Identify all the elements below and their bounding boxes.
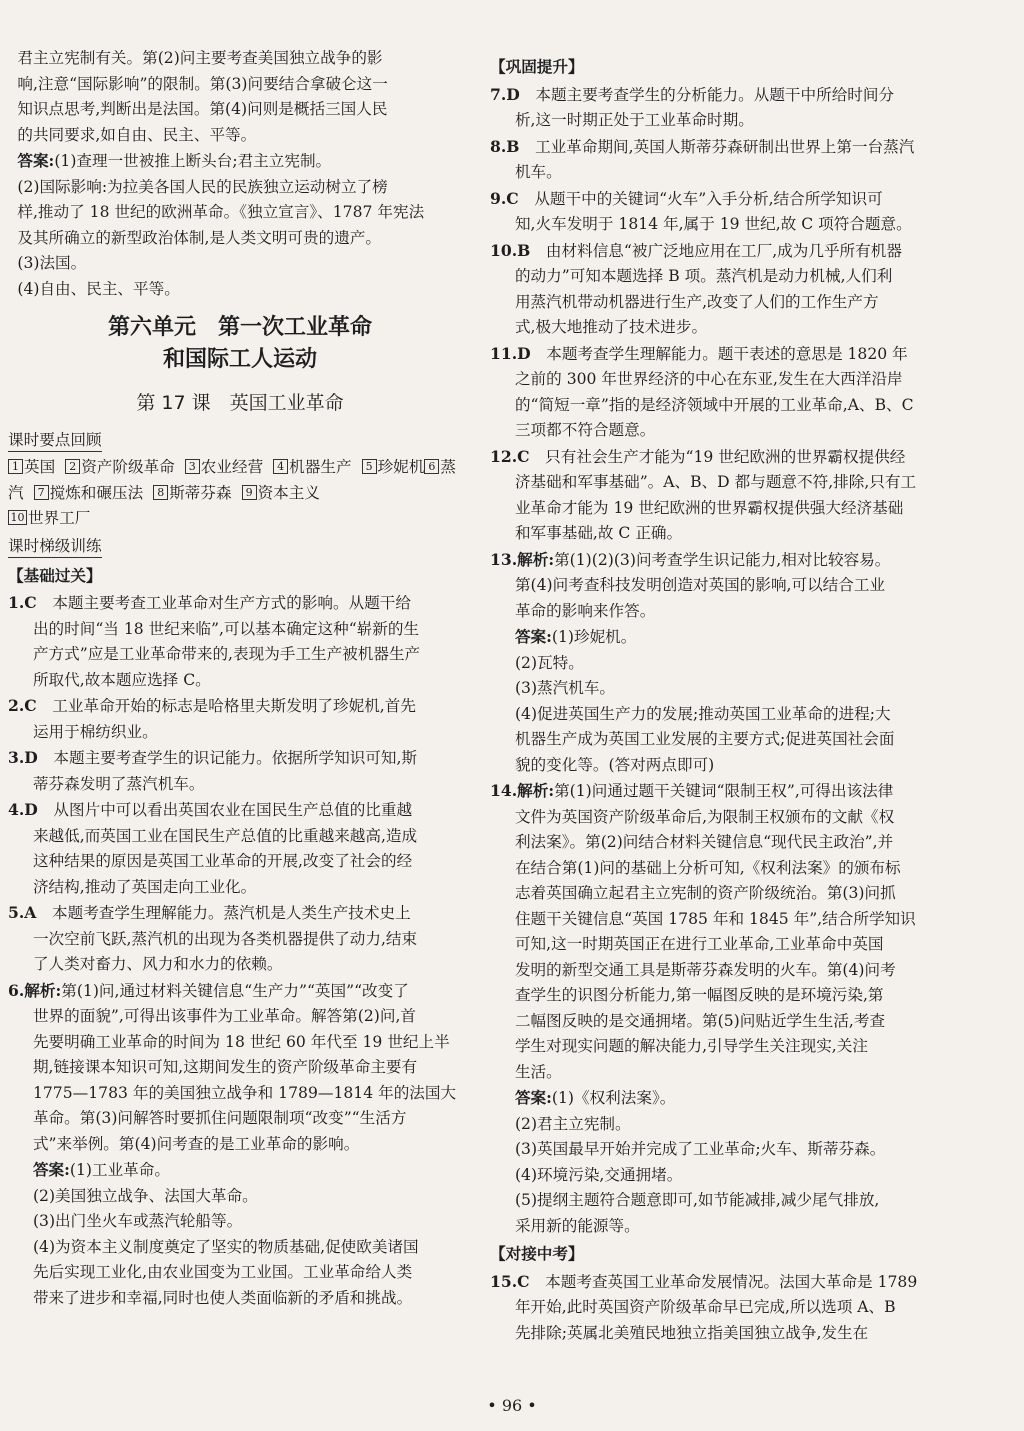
text-line: 第(4)问考查科技发明创造对英国的影响,可以结合工业 bbox=[514, 576, 886, 594]
answer-label: 答案: bbox=[514, 627, 552, 646]
question-14: 14.解析:第(1)问通过题干关键词“限制王权”,可得出该法律 文件为英国资产阶级革命后,为限制王权颁布的文献《权 利法案》。第(2)问结合材料关键信息“现代民主政治”,并 在结合第(1)问的基础上分析可知,《权利法案》的颁布标 志着英国确立起君主立宪制的资产阶级统治。第(3)问抓 住题干关键信息“英国 1785 年和 1845 年”,结合所学知识 可知,这一时期英国正在进行工业革命,工业革命中英国 发明的新型交通工具是斯蒂芬森发明的火车。第(4)问考 查学生的识图分析能力,第一幅图反映的是环境污染,第 二幅图反映的是交通拥堵。第(5)问贴近学生生活,考查 学生对现实问题的解决能力,引导学生关注现实,关注 生活。 答案:(1)《权利法案》。 (2)君主立宪制。 (3)英国最早开始并完成了工业革命;火车、斯蒂芬森。 (4)环境污染,交通拥堵。 (5)提纲主题符合题意即可,如节能减排,减少尾气排放, 采用新的能源等。 bbox=[490, 778, 960, 1239]
answer-line: 机器生产成为英国工业发展的主要方式;促进英国社会面 bbox=[514, 730, 895, 748]
answer-line: 答案:(1)查理一世被推上断头台;君主立宪制。 bbox=[17, 151, 332, 170]
question-number: 13.解析: bbox=[490, 549, 555, 569]
number-box: 10 bbox=[8, 510, 27, 525]
text-line: 三项都不符合题意。 bbox=[514, 421, 656, 439]
key-point: 3 农业经营 bbox=[185, 458, 263, 476]
text-line: 响,注意“国际影响”的限制。第(3)问要结合拿破仑这一 bbox=[17, 74, 388, 93]
text-line: 的动力”可知本题选择 B 项。蒸汽机是动力机械,人们利 bbox=[514, 267, 893, 285]
text-line: 利法案》。第(2)问结合材料关键信息“现代民主政治”,并 bbox=[514, 833, 894, 851]
text-line: 革命。第(3)问解答时要抓住问题限制项“改变”“生活方 bbox=[32, 1109, 407, 1127]
question-number: 8.B bbox=[490, 136, 520, 156]
question-3: 3.D 本题主要考查学生的识记能力。依据所学知识可知,斯 蒂芬森发明了蒸汽机车。 bbox=[8, 745, 472, 797]
unit-subtitle: 和国际工人运动 bbox=[162, 347, 317, 372]
text-line: 了人类对畜力、风力和水力的依赖。 bbox=[32, 955, 283, 973]
question-11: 11.D 本题考查学生理解能力。题干表述的意思是 1820 年 之前的 300 年世界经济的中心在东亚,发生在大西洋沿岸 的“简短一章”指的是经济领域中开展的工业革命,A、B、C 三项都不符合题意。 bbox=[490, 341, 960, 444]
number-box: 7 bbox=[34, 485, 49, 500]
key-point: 4 机器生产 bbox=[273, 458, 351, 476]
key-point: 9 资本主义 bbox=[242, 484, 320, 502]
text-line: 生活。 bbox=[514, 1062, 562, 1081]
question-number: 9.C bbox=[490, 188, 519, 208]
question-10: 10.B 由材料信息“被广泛地应用在工厂,成为几乎所有机器 的动力”可知本题选择 B 项。蒸汽机是动力机械,人们利 用蒸汽机带动机器进行生产,改变了人们的工作生产方 式,极大地推动了技术进步。 bbox=[490, 238, 960, 341]
section-heading-review: 课时要点回顾 bbox=[8, 429, 102, 452]
answer-line: (2)美国独立战争、法国大革命。 bbox=[32, 1186, 258, 1205]
text-line: 用蒸汽机带动机器进行生产,改变了人们的工作生产方 bbox=[514, 292, 879, 311]
text-line: 住题干关键信息“英国 1785 年和 1845 年”,结合所学知识 bbox=[514, 909, 916, 928]
answer-label: 答案: bbox=[17, 151, 55, 170]
answer-line: (2)君主立宪制。 bbox=[514, 1114, 631, 1133]
text-line: 济基础和军事基础”。A、B、D 都与题意不符,排除,只有工 bbox=[514, 473, 917, 491]
number-box: 5 bbox=[362, 459, 377, 474]
answer-line: (5)提纲主题符合题意即可,如节能减排,减少尾气排放, bbox=[514, 1191, 880, 1209]
text-line: 之前的 300 年世界经济的中心在东亚,发生在大西洋沿岸 bbox=[514, 370, 903, 388]
question-13: 13.解析:第(1)(2)(3)问考查学生识记能力,相对比较容易。 第(4)问考查科技发明创造对英国的影响,可以结合工业 革命的影响来作答。 答案:(1)珍妮机。 (2)瓦特。 (3)蒸汽机车。 (4)促进英国生产力的发展;推动英国工业革命的进程;大 机器生产成为英国工业发展的主要方式;促进英国社会面 貌的变化等。(答对两点即可) bbox=[490, 547, 960, 779]
page-number: • 96 • bbox=[487, 1396, 537, 1415]
key-point: 1 英国 bbox=[8, 458, 55, 476]
answer-label: 答案: bbox=[32, 1160, 70, 1179]
question-number: 12.C bbox=[490, 446, 530, 466]
answer-line: (4)为资本主义制度奠定了坚实的物质基础,促使欧美诸国 bbox=[32, 1237, 419, 1256]
key-point: 2 资产阶级革命 bbox=[65, 458, 175, 476]
text-line: 1775—1783 年的美国独立战争和 1789—1814 年的法国大 bbox=[32, 1083, 457, 1102]
text-line: 知,火车发明于 1814 年,属于 19 世纪,故 C 项符合题意。 bbox=[514, 215, 912, 233]
intro-answer bbox=[8, 148, 472, 302]
text-line: 发明的新型交通工具是斯蒂芬森发明的火车。第(4)问考 bbox=[514, 960, 896, 979]
text-line: 查学生的识图分析能力,第一幅图反映的是环境污染,第 bbox=[514, 986, 884, 1004]
text-line: 所取代,故本题应选择 C。 bbox=[32, 670, 211, 689]
text-line: 革命的影响来作答。 bbox=[514, 601, 656, 620]
question-6: 6.解析:第(1)问,通过材料关键信息“生产力”“英国”“改变了 世界的面貌”,可得出该事件为工业革命。解答第(2)问,首 先要明确工业革命的时间为 18 世纪 60 年代至 19 世纪上半 期,链接课本知识可知,这期间发生的资产阶级革命主要有 1775—1783 年的美国独立战争和 1789—1814 年的法国大 革命。第(3)问解答时要抓住问题限制项“改变”“生活方 式”来举例。第(4)问考查的是工业革命的影响。 答案:(1)工业革命。 (2)美国独立战争、法国大革命。 (3)出门坐火车或蒸汽轮船等。 (4)为资本主义制度奠定了坚实的物质基础,促使欧美诸国 先后实现工业化,由农业国变为工业国。工业革命给人类 带来了进步和幸福,同时也使人类面临新的矛盾和挑战。 bbox=[8, 978, 472, 1312]
question-8: 8.B 工业革命期间,英国人斯蒂芬森研制出世界上第一台蒸汽 机车。 bbox=[490, 134, 960, 186]
text-line: 济结构,推动了英国走向工业化。 bbox=[32, 877, 257, 896]
key-point: 7 搅炼和碾压法 bbox=[34, 484, 144, 502]
answer-label: 答案: bbox=[514, 1088, 552, 1107]
text-line: 学生对现实问题的解决能力,引导学生关注现实,关注 bbox=[514, 1037, 868, 1055]
text-line: 出的时间“当 18 世纪来临”,可以基本确定这种“崭新的生 bbox=[32, 619, 420, 638]
text-line: 的共同要求,如自由、民主、平等。 bbox=[17, 125, 257, 144]
text-line: 知识点思考,判断出是法国。第(4)问则是概括三国人民 bbox=[17, 100, 388, 118]
answer-line: (3)法国。 bbox=[17, 254, 87, 272]
number-box: 6 bbox=[424, 459, 439, 474]
answer-line: 带来了进步和幸福,同时也使人类面临新的矛盾和挑战。 bbox=[32, 1288, 413, 1307]
text-line: 一次空前飞跃,蒸汽机的出现为各类机器提供了动力,结束 bbox=[32, 929, 418, 948]
answer-line: (2)瓦特。 bbox=[514, 653, 584, 672]
text-line: 来越低,而英国工业在国民生产总值的比重越来越高,造成 bbox=[32, 826, 418, 845]
question-12: 12.C 只有社会生产才能为“19 世纪欧洲的世界霸权提供经 济基础和军事基础”。A、B、D 都与题意不符,排除,只有工 业革命才能为 19 世纪欧洲的世界霸权提供强大经济基础 和军事基础,故 C 正确。 bbox=[490, 444, 960, 547]
key-point: 8 斯蒂芬森 bbox=[153, 484, 231, 502]
text-line: 年开始,此时英国资产阶级革命早已完成,所以选项 A、B bbox=[514, 1298, 896, 1316]
key-point: 6 蒸汽 bbox=[8, 458, 456, 502]
question-number: 14.解析: bbox=[490, 781, 555, 800]
left-column bbox=[8, 46, 472, 1311]
question-number: 11.D bbox=[490, 343, 531, 363]
key-point: 10 世界工厂 bbox=[8, 509, 90, 527]
text-line: 产方式”应是工业革命带来的,表现为手工生产被机器生产 bbox=[32, 645, 421, 663]
unit-title: 第六单元 第一次工业革命 bbox=[107, 315, 372, 340]
text-line: 式,极大地推动了技术进步。 bbox=[514, 318, 708, 336]
text-line: 可知,这一时期英国正在进行工业革命,工业革命中英国 bbox=[514, 935, 884, 953]
answer-line: 先后实现工业化,由农业国变为工业国。工业革命给人类 bbox=[32, 1263, 413, 1281]
question-number: 10.B bbox=[490, 240, 531, 260]
answer-line: (4)促进英国生产力的发展;推动英国工业革命的进程;大 bbox=[514, 704, 891, 723]
number-box: 2 bbox=[65, 459, 80, 474]
answer-line: (4)环境污染,交通拥堵。 bbox=[514, 1165, 683, 1184]
answer-line: (4)自由、民主、平等。 bbox=[17, 279, 180, 298]
text-line: 二幅图反映的是交通拥堵。第(5)问贴近学生生活,考查 bbox=[514, 1011, 886, 1030]
section-heading-training: 课时梯级训练 bbox=[8, 535, 102, 558]
answer-line: (3)英国最早开始并完成了工业革命;火车、斯蒂芬森。 bbox=[514, 1140, 886, 1158]
answer-line: 样,推动了 18 世纪的欧洲革命。《独立宣言》、1787 年宪法 bbox=[17, 203, 425, 221]
text-line: 析,这一时期正处于工业革命时期。 bbox=[514, 111, 754, 129]
text-line: 志着英国确立起君主立宪制的资产阶级统治。第(3)问抓 bbox=[514, 884, 896, 902]
number-box: 9 bbox=[242, 485, 257, 500]
section-heading-consolidate: 【巩固提升】 bbox=[490, 57, 584, 76]
question-5: 5.A 本题考查学生理解能力。蒸汽机是人类生产技术史上 一次空前飞跃,蒸汽机的出现为各类机器提供了动力,结束 了人类对畜力、风力和水力的依赖。 bbox=[8, 900, 472, 978]
answer-line: (3)蒸汽机车。 bbox=[514, 679, 616, 697]
question-number: 7.D bbox=[490, 84, 520, 104]
question-number: 15.C bbox=[490, 1271, 530, 1291]
text-line: 在结合第(1)问的基础上分析可知,《权利法案》的颁布标 bbox=[514, 858, 901, 877]
intro-explanation bbox=[8, 46, 472, 148]
question-number: 2.C bbox=[8, 696, 37, 715]
question-number: 5.A bbox=[8, 903, 37, 922]
text-line: 式”来举例。第(4)问考查的是工业革命的影响。 bbox=[32, 1134, 360, 1153]
question-2: 2.C 工业革命开始的标志是哈格里夫斯发明了珍妮机,首先 运用于棉纺织业。 bbox=[8, 693, 472, 745]
text-line: 君主立宪制有关。第(2)问主要考查美国独立战争的影 bbox=[17, 49, 383, 67]
number-box: 1 bbox=[8, 459, 23, 474]
text-line: 和军事基础,故 C 正确。 bbox=[514, 524, 683, 542]
question-15: 15.C 本题考查英国工业革命发展情况。法国大革命是 1789 年开始,此时英国资产阶级革命早已完成,所以选项 A、B 先排除;英属北美殖民地独立指美国独立战争,发生在 bbox=[490, 1269, 960, 1347]
section-heading-basic: 【基础过关】 bbox=[8, 565, 102, 585]
number-box: 4 bbox=[273, 459, 288, 474]
question-9: 9.C 从题干中的关键词“火车”入手分析,结合所学知识可 知,火车发明于 1814 年,属于 19 世纪,故 C 项符合题意。 bbox=[490, 186, 960, 238]
key-points bbox=[8, 455, 472, 532]
question-4: 4.D 从图片中可以看出英国农业在国民生产总值的比重越 来越低,而英国工业在国民生产总值的比重越来越高,造成 这种结果的原因是英国工业革命的开展,改变了社会的经 济结构,推动了英国走向工业化。 bbox=[8, 797, 472, 900]
number-box: 8 bbox=[153, 485, 168, 500]
text-line: 先要明确工业革命的时间为 18 世纪 60 年代至 19 世纪上半 bbox=[32, 1032, 450, 1051]
text-line: 这种结果的原因是英国工业革命的开展,改变了社会的经 bbox=[32, 852, 413, 870]
answer-line: 答案:(1)珍妮机。 bbox=[514, 627, 637, 646]
question-1: 1.C 本题主要考查工业革命对生产方式的影响。从题干给 出的时间“当 18 世纪来临”,可以基本确定这种“崭新的生 产方式”应是工业革命带来的,表现为手工生产被机器生产 所取代,故本题应选择 C。 bbox=[8, 590, 472, 693]
section-heading-exam: 【对接中考】 bbox=[490, 1244, 584, 1263]
answer-line: (3)出门坐火车或蒸汽轮船等。 bbox=[32, 1212, 243, 1230]
question-number: 3.D bbox=[8, 748, 38, 767]
text-line: 文件为英国资产阶级革命后,为限制王权颁布的文献《权 bbox=[514, 807, 895, 826]
question-number: 6.解析: bbox=[8, 980, 62, 1000]
number-box: 3 bbox=[185, 459, 200, 474]
answer-line: 采用新的能源等。 bbox=[514, 1216, 640, 1235]
answer-line: (2)国际影响:为拉美各国人民的民族独立运动树立了榜 bbox=[17, 177, 388, 196]
text-line: 机车。 bbox=[514, 163, 562, 181]
key-point: 5 珍妮机 bbox=[362, 458, 425, 476]
text-line: 业革命才能为 19 世纪欧洲的世界霸权提供强大经济基础 bbox=[514, 498, 904, 517]
answer-line: 貌的变化等。(答对两点即可) bbox=[514, 755, 715, 774]
text-line: 的“简短一章”指的是经济领域中开展的工业革命,A、B、C bbox=[514, 395, 914, 414]
lesson-title: 第 17 课 英国工业革命 bbox=[136, 392, 344, 414]
right-column bbox=[490, 52, 960, 1346]
text-line: 世界的面貌”,可得出该事件为工业革命。解答第(2)问,首 bbox=[32, 1007, 416, 1025]
text-line: 蒂芬森发明了蒸汽机车。 bbox=[32, 774, 205, 793]
text-line: 运用于棉纺织业。 bbox=[32, 722, 158, 741]
text-line: 期,链接课本知识可知,这期间发生的资产阶级革命主要有 bbox=[32, 1058, 418, 1076]
text-line: 先排除;英属北美殖民地独立指美国独立战争,发生在 bbox=[514, 1323, 869, 1342]
answer-line: 及其所确立的新型政治体制,是人类文明可贵的遗产。 bbox=[17, 228, 381, 247]
answer-line: 答案:(1)工业革命。 bbox=[32, 1160, 170, 1179]
question-7: 7.D 本题主要考查学生的分析能力。从题干中所给时间分 析,这一时期正处于工业革命时期。 bbox=[490, 82, 960, 134]
question-number: 1.C bbox=[8, 593, 37, 612]
answer-line: 答案:(1)《权利法案》。 bbox=[514, 1088, 676, 1107]
question-number: 4.D bbox=[8, 800, 38, 819]
